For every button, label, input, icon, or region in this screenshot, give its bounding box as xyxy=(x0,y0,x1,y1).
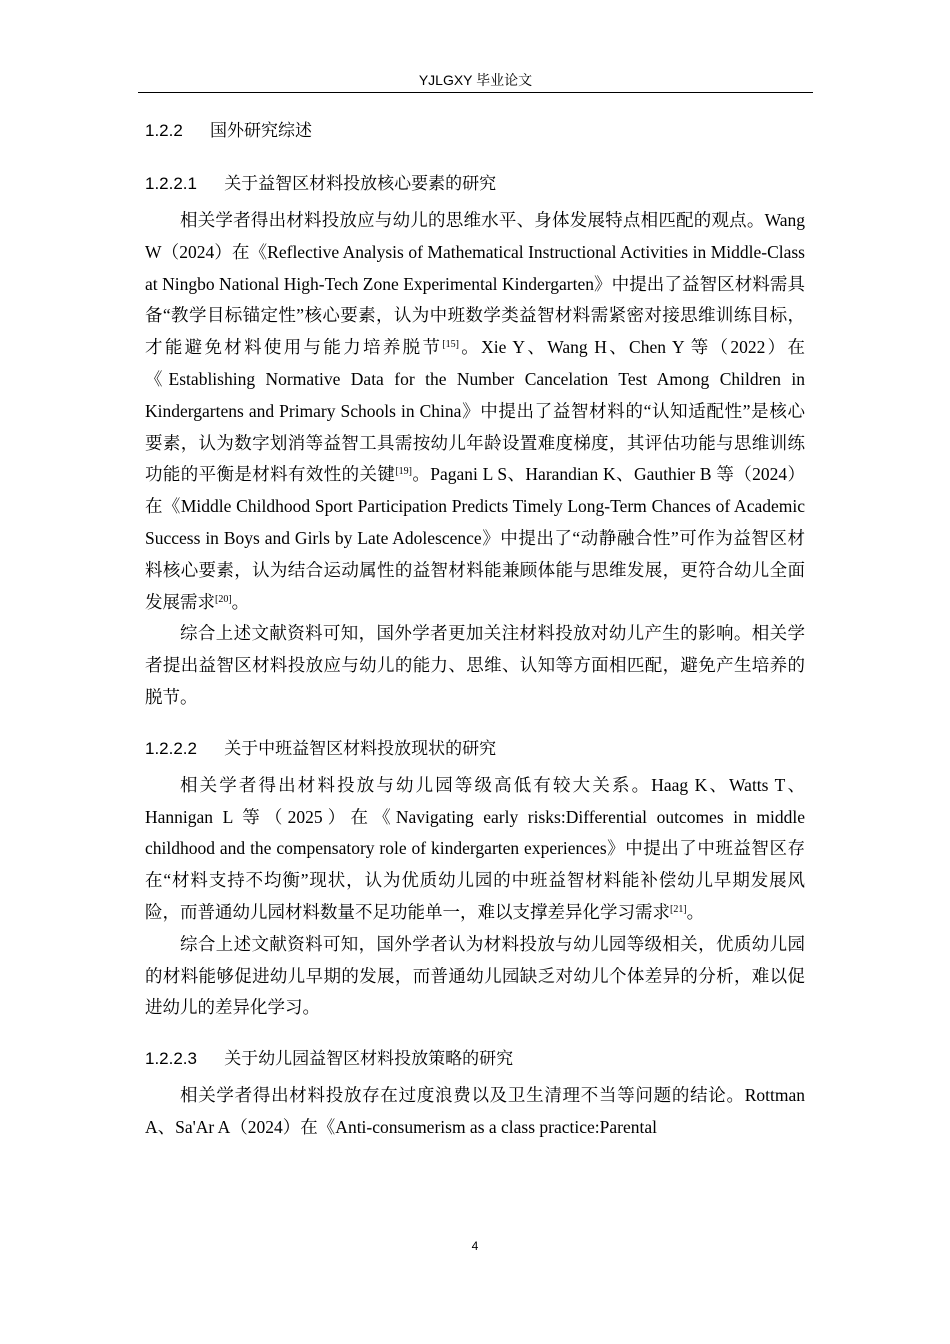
citation: [21] xyxy=(670,903,687,915)
citation: [20] xyxy=(215,593,232,605)
citation: [15] xyxy=(442,339,459,351)
subsection-heading-1 xyxy=(145,169,805,199)
page-number: 4 xyxy=(471,1239,479,1253)
subsection-number: 1.2.2.1 xyxy=(145,174,197,193)
subsection-heading-3 xyxy=(145,1044,805,1074)
subsection-title: 关于幼儿园益智区材料投放策略的研究 xyxy=(224,1049,514,1069)
section-heading xyxy=(145,116,805,146)
section-title: 国外研究综述 xyxy=(210,121,312,140)
citation: [19] xyxy=(395,466,412,478)
subsection-title: 关于益智区材料投放核心要素的研究 xyxy=(224,174,497,193)
subsection-number: 1.2.2.2 xyxy=(145,738,197,758)
subsection-heading-2 xyxy=(145,734,805,764)
paragraph: 相关学者得出材料投放存在过度浪费以及卫生清理不当等问题的结论。Rottman A、Sa'Ar A（2024）在《Anti-consumerism as a class practice:Parental xyxy=(145,1085,805,1137)
page-header: YJLGXY 毕业论文 xyxy=(138,70,813,93)
paragraph: 相关学者得出材料投放与幼儿园等级高低有较大关系。Haag K、Watts T、Hannigan L 等（2025）在《Navigating early risks:Differential outcomes in middle childhood and the compensatory role of kindergarten experiences》中提出了中班益智区存在“材料支持不均衡”现状，认为优质幼儿园的中班益智材料能补偿幼儿早期发展风险，而普通幼儿园材料数量不足功能单一，难以支撑差异化学习需求[21]。 xyxy=(145,774,805,922)
section-number: 1.2.2 xyxy=(145,121,183,140)
paragraph: 综合上述文献资料可知，国外学者认为材料投放与幼儿园等级相关，优质幼儿园的材料能够促进幼儿早期的发展，而普通幼儿园缺乏对幼儿个体差异的分析，难以促进幼儿的差异化学习。 xyxy=(145,933,805,1018)
paragraph: 相关学者得出材料投放应与幼儿的思维水平、身体发展特点相匹配的观点。Wang W（2024）在《Reflective Analysis of Mathematical Instructional Activities in Middle-Class at Ningbo National High-Tech Zone Experimental Kindergarten》中提出了益智区材料需具备“教学目标锚定性”核心要素，认为中班数学类益智材料需紧密对接思维训练目标，才能避免材料使用与能力培养脱节[15]。Xie Y、Wang H、Chen Y 等（2022）在《Establishing Normative Data for the Number Cancelation Test Among Children in Kindergartens and Primary Schools in China》中提出了益智材料的“认知适配性”是核心要素，认为数字划消等益智工具需按幼儿年龄设置难度梯度，其评估功能与思维训练功能的平衡是材料有效性的关键[19]。Pagani L S、Harandian K、Gauthier B 等（2024）在《Middle Childhood Sport Participation Predicts Timely Long-Term Chances of Academic Success in Boys and Girls by Late Adolescence》中提出了“动静融合性”可作为益智区材料核心要素，认为结合运动属性的益智材料能兼顾体能与思维发展，更符合幼儿全面发展需求[20]。 xyxy=(145,210,805,612)
subsection-title: 关于中班益智区材料投放现状的研究 xyxy=(224,738,497,758)
page-content xyxy=(145,116,805,1144)
paragraph: 综合上述文献资料可知，国外学者更加关注材料投放对幼儿产生的影响。相关学者提出益智区材料投放应与幼儿的能力、思维、认知等方面相匹配，避免产生培养的脱节。 xyxy=(145,623,805,707)
subsection-number: 1.2.2.3 xyxy=(145,1049,197,1069)
